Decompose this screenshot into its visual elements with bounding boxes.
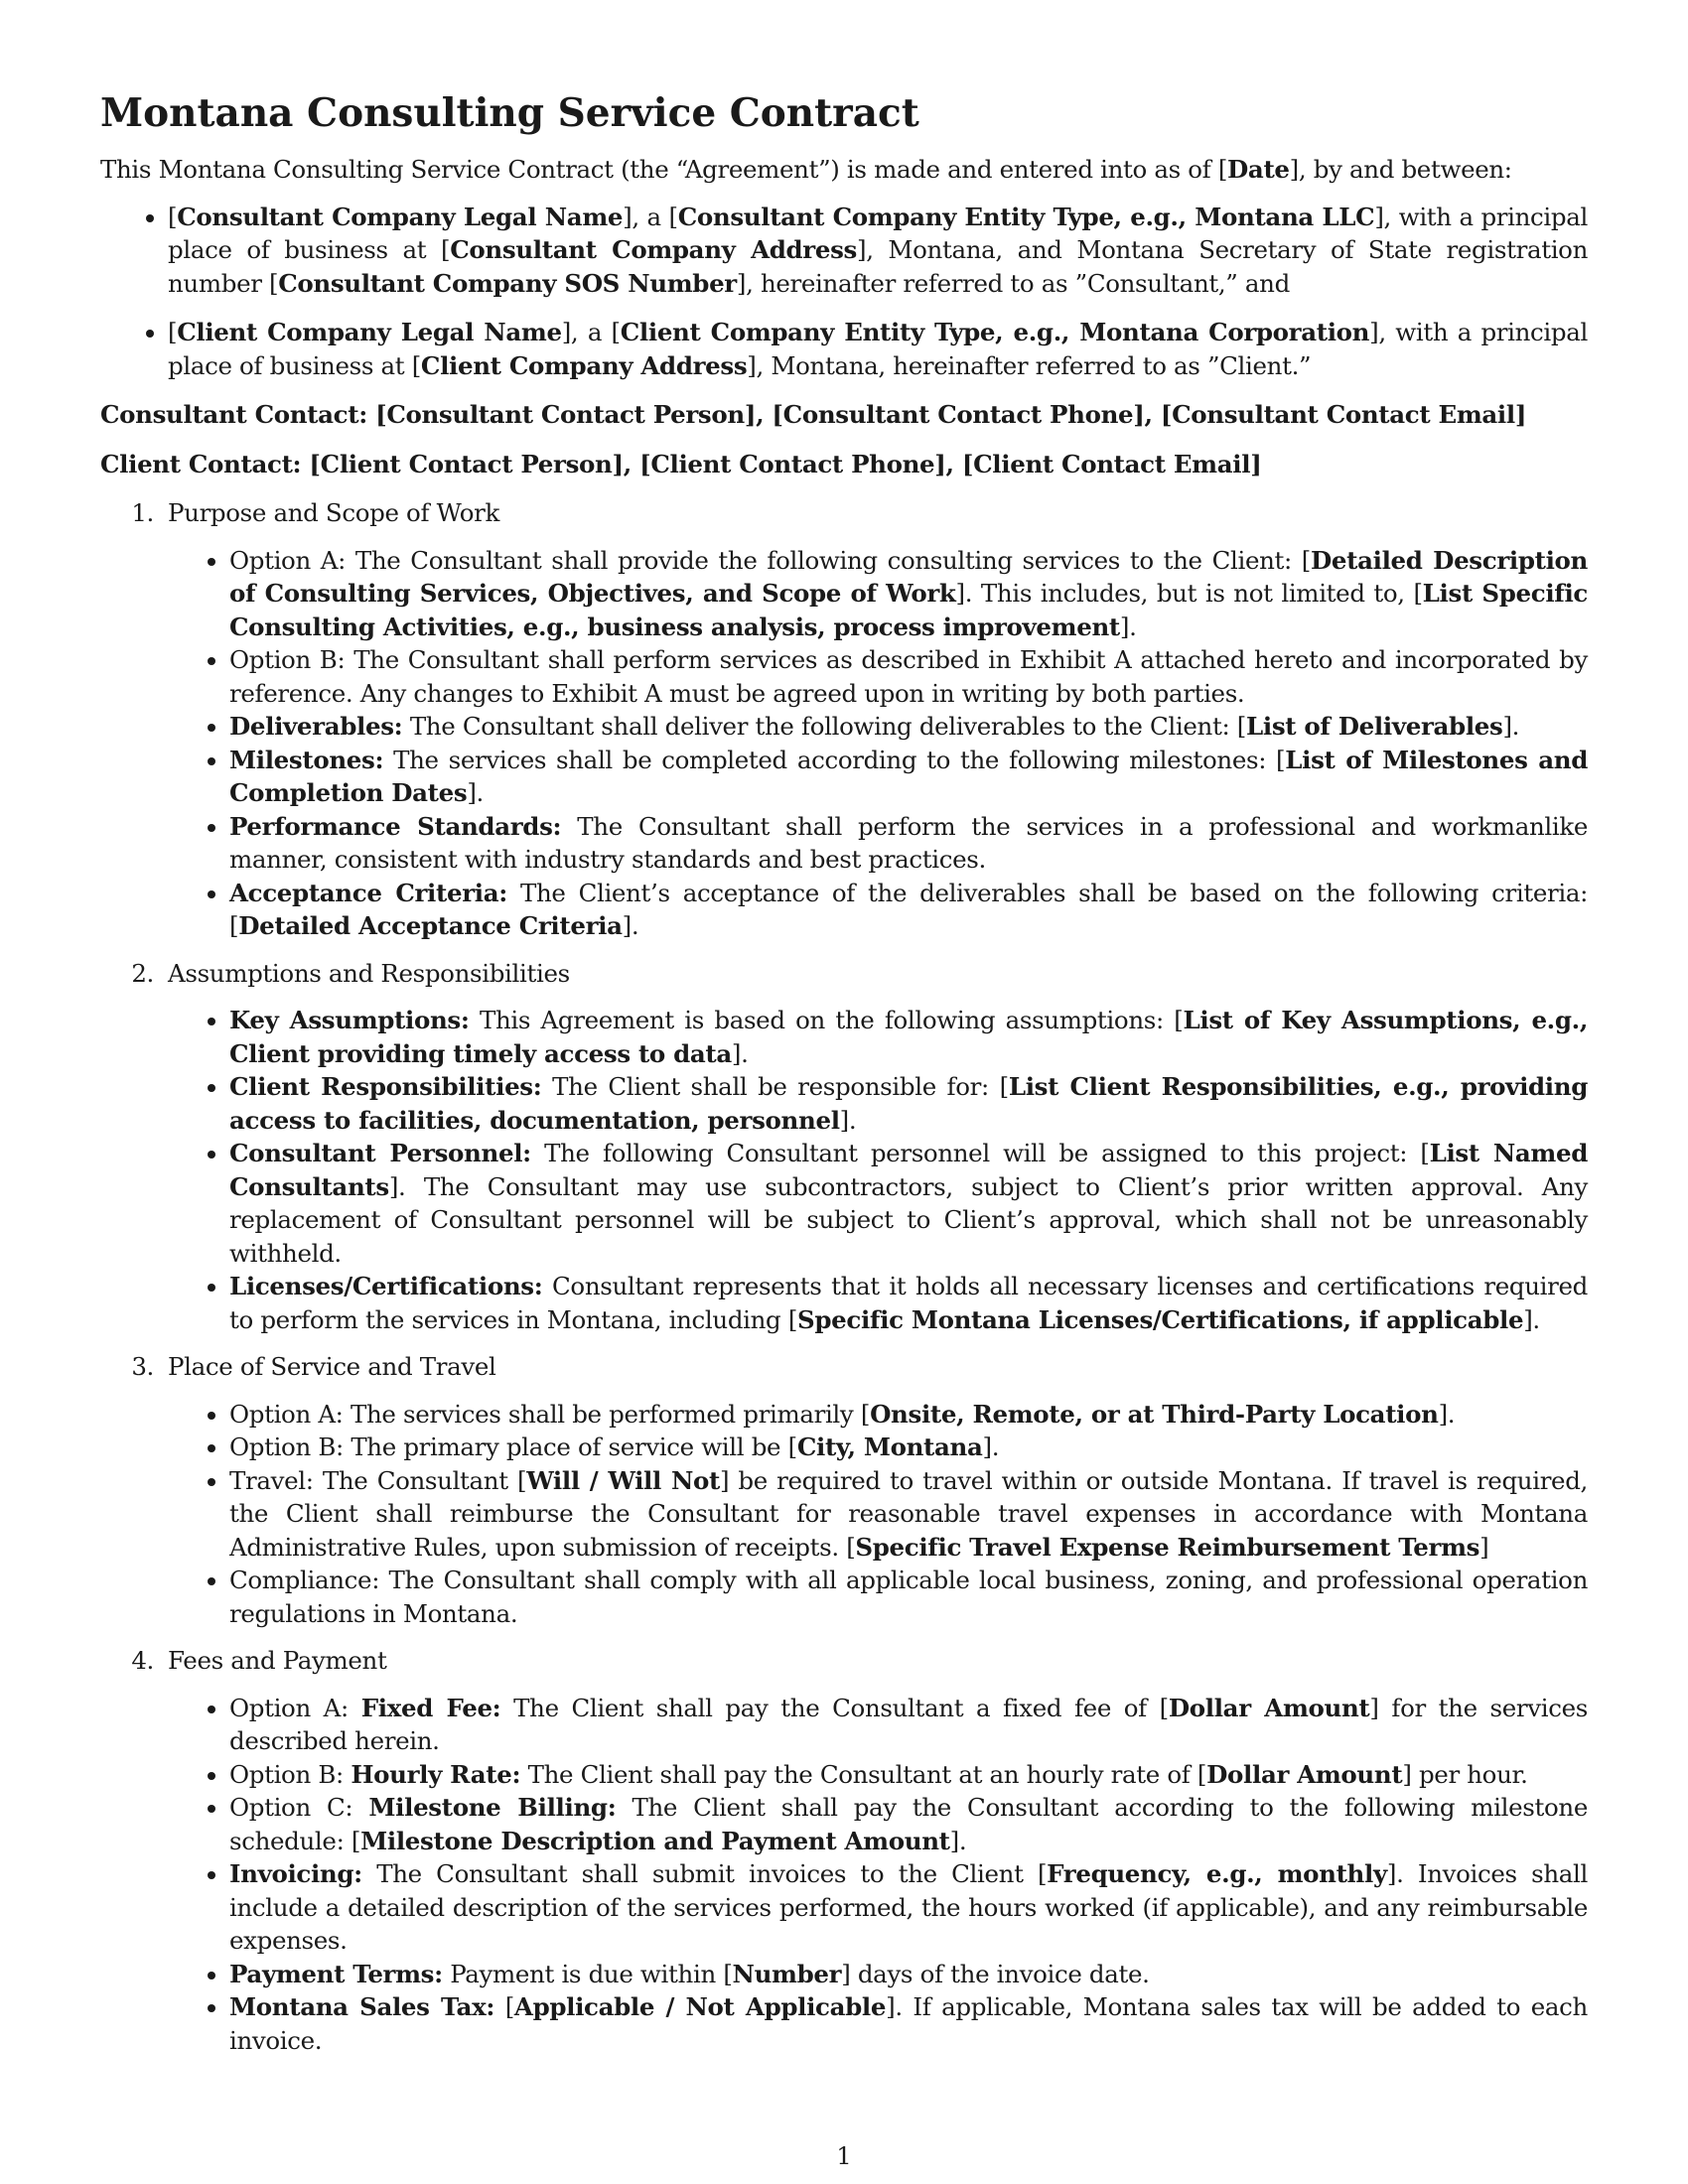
placeholder-field: Specific Travel Expense Reimbursement Terms: [855, 1532, 1480, 1562]
placeholder-field: Applicable / Not Applicable: [513, 1992, 887, 2021]
item-text: [: [494, 1992, 514, 2021]
list-item: [229, 1990, 1588, 2057]
placeholder-field: Specific Montana Licenses/Certifications, if applicable: [797, 1304, 1524, 1334]
list-item: [229, 1270, 1588, 1336]
item-text: ]: [1479, 1532, 1489, 1562]
item-label: Key Assumptions:: [229, 1006, 470, 1034]
item-text: ].: [982, 1433, 1000, 1461]
list-item: [229, 877, 1588, 943]
placeholder-field: List of Key Assumptions, e.g., Client providing timely access to data: [229, 1006, 1589, 1068]
item-text: Option B: The primary place of service will be [: [229, 1433, 797, 1461]
consultant-address-field: Consultant Company Address: [450, 235, 857, 264]
client-name-field: Client Company Legal Name: [177, 318, 562, 346]
item-label: Milestones:: [229, 745, 384, 774]
list-item: [229, 1398, 1588, 1432]
section-number: 2.: [131, 958, 154, 988]
item-text: Option B: The Consultant shall perform services as described in Exhibit A attached hereto and incorporated by reference. Any changes to Exhibit A must be agreed upon in writing by both parties.: [229, 645, 1588, 708]
intro-paragraph: This Montana Consulting Service Contract (the “Agreement”) is made and entered into as of [Date], by and between:: [100, 155, 1512, 184]
item-text: ].: [731, 1038, 749, 1068]
section-items: [100, 1004, 1588, 1336]
section-items: [100, 1692, 1588, 2058]
item-label: Invoicing:: [229, 1859, 362, 1888]
section-number: 3.: [131, 1352, 154, 1381]
item-text: The services shall be completed according to the following milestones: [: [383, 745, 1286, 774]
item-label: Deliverables:: [229, 712, 403, 741]
item-text: ]. Invoices shall include a detailed description of the services performed, the hours worked (if applicable), and any reimbursable expenses.: [229, 1859, 1589, 1955]
list-item: [229, 1564, 1588, 1630]
section-number: 4.: [131, 1646, 154, 1675]
list-item: [229, 710, 1588, 744]
placeholder-field: Detailed Acceptance Criteria: [238, 911, 623, 940]
list-item: [229, 1857, 1588, 1958]
item-text: Option C:: [229, 1793, 369, 1822]
item-label: Acceptance Criteria:: [229, 878, 507, 907]
consultant-contact-email: Consultant Contact Email: [1172, 400, 1515, 429]
client-contact-line: Client Contact: [Client Contact Person], [Client Contact Phone], [Client Contact Email]: [100, 449, 1262, 478]
item-text: The Consultant shall submit invoices to the Client [: [361, 1859, 1048, 1888]
section-title: Purpose and Scope of Work: [168, 498, 500, 527]
list-item: [229, 1958, 1588, 1991]
section-heading: [100, 957, 1588, 991]
placeholder-field: Milestone Description and Payment Amount: [360, 1826, 950, 1855]
consultant-contact-person: Consultant Contact Person: [386, 400, 745, 429]
item-text: Payment is due within [: [442, 1959, 733, 1988]
section-3: [100, 1350, 1588, 1630]
item-text: ] for the services described herein.: [229, 1693, 1588, 1755]
item-text: ].: [622, 911, 639, 940]
item-text: Option A: The services shall be performed primarily [: [229, 1399, 871, 1429]
list-item: [229, 1692, 1588, 1758]
placeholder-field: Dollar Amount: [1168, 1693, 1370, 1722]
item-text: Option A: The Consultant shall provide the following consulting services to the Client: [: [229, 545, 1311, 575]
item-text: ]. This includes, but is not limited to, [: [955, 579, 1423, 608]
item-text: ] be required to travel within or outside Montana. If travel is required, the Client shall reimburse the Consultant for reasonable travel expenses in accordance with Montana Administrative Rules, upon submission of receipts. [: [229, 1465, 1588, 1562]
item-text: Travel: The Consultant [: [229, 1465, 527, 1495]
section-number: 1.: [131, 498, 154, 527]
section-heading: [100, 496, 1588, 530]
placeholder-field: Dollar Amount: [1206, 1759, 1403, 1789]
consultant-contact-line: Consultant Contact: [Consultant Contact Person], [Consultant Contact Phone], [Consultant Contact Email]: [100, 400, 1527, 429]
placeholder-field: Number: [732, 1959, 842, 1988]
section-items: [100, 544, 1588, 943]
placeholder-field: City, Montana: [796, 1433, 983, 1461]
client-entity-field: Client Company Entity Type, e.g., Montana Corporation: [620, 318, 1370, 346]
item-text: The Consultant shall deliver the following deliverables to the Client: [: [402, 712, 1246, 741]
client-contact-email: Client Contact Email: [973, 449, 1251, 478]
client-contact-person: Client Contact Person: [320, 449, 613, 478]
placeholder-field: List of Deliverables: [1246, 712, 1503, 741]
placeholder-field: Onsite, Remote, or at Third-Party Location: [870, 1399, 1439, 1429]
section-heading: [100, 1644, 1588, 1678]
section-items: [100, 1398, 1588, 1631]
item-text: ].: [1438, 1399, 1456, 1429]
consultant-party: • [Consultant Company Legal Name], a [Consultant Company Entity Type, e.g., Montana LLC], with a principal place of business at [Consultant Company Address], Montana, and Montana Secretary of State registration number [Consultant Company SOS Number], hereinafter referred to as ”Consultant,” and: [168, 201, 1588, 301]
list-item: [229, 810, 1588, 877]
item-label: Payment Terms:: [229, 1959, 443, 1988]
document-page: [100, 91, 1588, 2071]
section-4: [100, 1644, 1588, 2057]
placeholder-field: List Named Consultants: [229, 1139, 1588, 1201]
item-label: Montana Sales Tax:: [229, 1992, 495, 2021]
item-label: Client Responsibilities:: [229, 1072, 542, 1101]
list-item: [229, 1431, 1588, 1464]
consultant-entity-field: Consultant Company Entity Type, e.g., Montana LLC: [677, 202, 1375, 231]
item-label: Milestone Billing:: [368, 1793, 617, 1822]
item-text: The Client’s acceptance of the deliverables shall be based on the following criteria: [: [229, 878, 1589, 940]
section-heading: [100, 1350, 1588, 1384]
item-text: ].: [949, 1826, 967, 1855]
item-text: ]. The Consultant may use subcontractors, subject to Client’s prior written approval. Any replacement of Consultant personnel will be subject to Client’s approval, which shall not be unreasonably withheld.: [229, 1171, 1588, 1268]
item-text: ].: [1502, 712, 1520, 741]
section-2: [100, 957, 1588, 1337]
list-item: [229, 1004, 1588, 1070]
item-text: ].: [839, 1105, 857, 1135]
consultant-sos-field: Consultant Company SOS Number: [278, 268, 737, 298]
client-party: • [Client Company Legal Name], a [Client Company Entity Type, e.g., Montana Corporation], with a principal place of business at [Client Company Address], Montana, hereinafter referred to as ”Client.”: [168, 316, 1588, 382]
section-title: Fees and Payment: [168, 1646, 387, 1675]
list-item: [229, 1137, 1588, 1270]
list-item: [229, 1464, 1588, 1565]
item-text: The Client shall pay the Consultant according to the following milestone schedule: [: [229, 1793, 1588, 1855]
item-text: ].: [1119, 612, 1137, 641]
item-text: The Consultant shall perform the services in a professional and workmanlike manner, consistent with industry standards and best practices.: [229, 811, 1588, 874]
placeholder-field: List of Milestones and Completion Dates: [229, 745, 1589, 807]
list-item: [229, 643, 1588, 710]
item-text: The Client shall pay the Consultant a fixed fee of [: [500, 1693, 1169, 1722]
list-item: [229, 1791, 1588, 1857]
item-label: Hourly Rate:: [351, 1759, 521, 1789]
item-text: ] per hour.: [1402, 1759, 1528, 1789]
item-text: Option A:: [229, 1693, 361, 1722]
placeholder-field: List Specific Consulting Activities, e.g., business analysis, process improvement: [229, 579, 1588, 641]
item-text: Compliance: The Consultant shall comply with all applicable local business, zoning, and professional operation regulations in Montana.: [229, 1566, 1588, 1628]
item-text: The Client shall pay the Consultant at an hourly rate of [: [520, 1759, 1207, 1789]
section-title: Place of Service and Travel: [168, 1352, 496, 1381]
item-text: Consultant represents that it holds all necessary licenses and certifications required to perform the services in Montana, including [: [229, 1272, 1588, 1334]
parties-list: [100, 201, 1588, 383]
consultant-name-field: Consultant Company Legal Name: [177, 202, 624, 231]
item-text: ].: [1523, 1304, 1540, 1334]
consultant-contact-phone: Consultant Contact Phone: [782, 400, 1134, 429]
list-item: [229, 1070, 1588, 1137]
page-title: Montana Consulting Service Contract: [100, 90, 919, 136]
placeholder-field: List Client Responsibilities, e.g., providing access to facilities, documentation, personnel: [229, 1072, 1589, 1135]
item-text: ].: [467, 778, 484, 807]
item-label: Performance Standards:: [229, 811, 562, 841]
item-text: The Client shall be responsible for: [: [541, 1072, 1009, 1101]
item-label: Consultant Personnel:: [229, 1139, 531, 1167]
list-item: [229, 1758, 1588, 1792]
placeholder-field: Detailed Description of Consulting Services, Objectives, and Scope of Work: [229, 545, 1588, 608]
list-item: [229, 744, 1588, 810]
item-text: ] days of the invoice date.: [841, 1959, 1150, 1988]
page-number: 1: [836, 2142, 852, 2170]
list-item: [229, 544, 1588, 644]
placeholder-field: Frequency, e.g., monthly: [1047, 1859, 1387, 1888]
placeholder-field: Will / Will Not: [526, 1465, 720, 1495]
client-contact-phone: Client Contact Phone: [650, 449, 935, 478]
contract-sections: [100, 496, 1588, 2057]
item-text: Option B:: [229, 1759, 352, 1789]
item-label: Licenses/Certifications:: [229, 1272, 543, 1300]
date-field: Date: [1227, 155, 1290, 184]
item-text: The following Consultant personnel will be assigned to this project: [: [530, 1139, 1430, 1167]
item-label: Fixed Fee:: [360, 1693, 501, 1722]
item-text: ]. If applicable, Montana sales tax will be added to each invoice.: [229, 1992, 1588, 2055]
client-address-field: Client Company Address: [420, 350, 748, 380]
section-1: [100, 496, 1588, 943]
section-title: Assumptions and Responsibilities: [168, 958, 570, 988]
item-text: This Agreement is based on the following assumptions: [: [469, 1006, 1184, 1034]
